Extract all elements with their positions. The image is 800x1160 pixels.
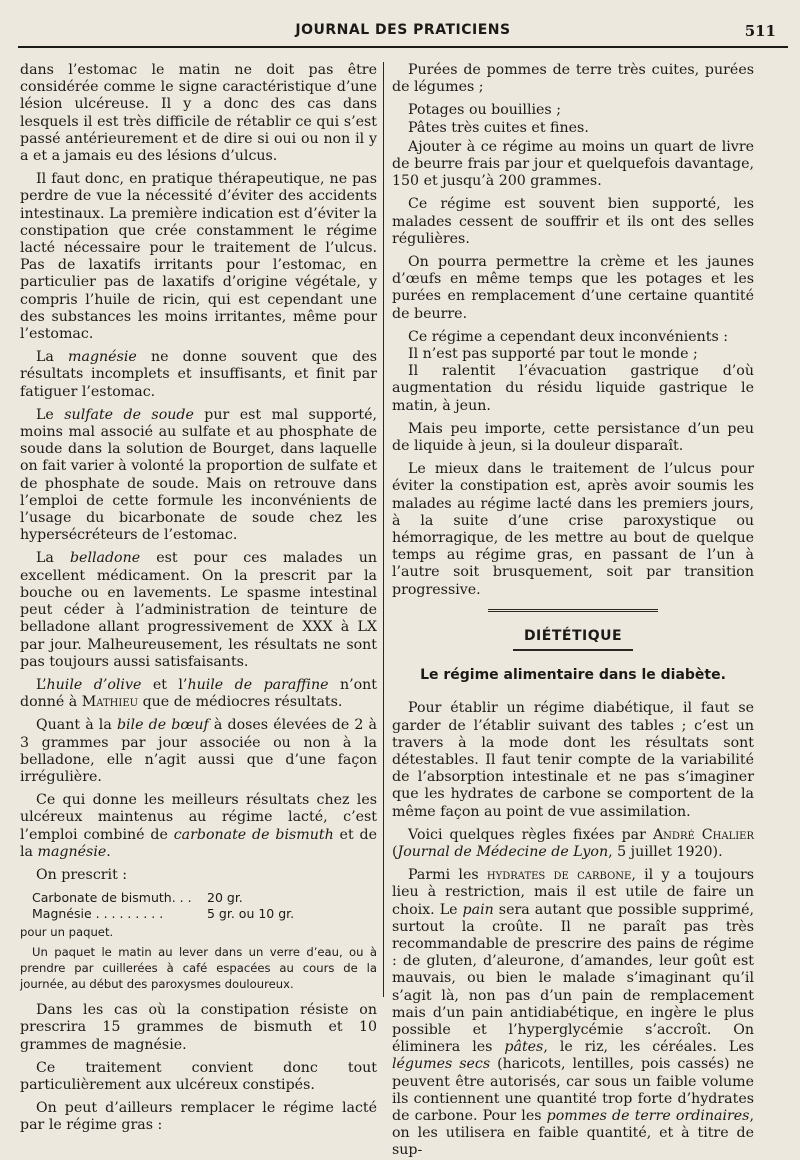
right-column <box>392 62 755 1159</box>
paragraph: La belladone est pour ces malades un excellent médicament. On la prescrit par la bouche ou en lavements. Le spasme intestinal peut céder à l’administration de teinture de belladone allant progressivement de XXX à LX par jour. Malheureusement, les résultats ne sont pas toujours aussi satisfaisants. <box>20 550 378 670</box>
paragraph: Pour établir un régime diabétique, il faut se garder de l’établir suivant des tables ; c’est un travers à la mode dont les résultats sont détestables. Il faut tenir compte de la variabilité de l’absorption intestinale et ne pas s’imaginer que les hydrates de carbone se comportent de la même façon au point de vue assimilation. <box>392 700 754 820</box>
ingredient-dose: 5 gr. ou 10 gr. <box>207 906 295 922</box>
dosage-instructions: Un paquet le matin au lever dans un verre d’eau, ou à prendre par cuillerées à café espacées au cours de la journée, au début des paroxysmes douloureux. <box>20 945 377 992</box>
paragraph: Ce traitement convient donc tout particulièrement aux ulcéreux constipés. <box>20 1059 377 1093</box>
paragraph: Ce régime est souvent bien supporté, les malades cessent de souffrir et ils ont des selles régulières. <box>392 196 754 247</box>
paragraph: Quant à la bile de bœuf à doses élevées de 2 à 3 grammes par jour associée ou non à la belladone, elle n’agit aussi que d’une façon irrégulière. <box>20 717 377 785</box>
paragraph: Le sulfate de soude pur est mal supporté, moins mal associé au sulfate et au phosphate de soude dans la solution de Bourget, dans laquelle on fait varier à volonté la proportion de sulfate et de phosphate de soude. Mais on retrouve dans l’emploi de cette formule les inconvénients de l’usage du bicarbonate de soude chez les hypersécréteurs de l’estomac. <box>20 406 377 544</box>
prescription-formula <box>20 890 377 922</box>
paragraph: Parmi les hydrates de carbone, il y a toujours lieu à restriction, mais il est utile de faire un choix. Le pain sera autant que possible supprimé, surtout la croûte. Il ne paraît pas très recommandable de prescrire des pains de régime : de gluten, d’aleurone, d’amandes, leur goût est mauvais, ou bien le malade s’imaginant qu’il s’agit là, non pas d’un pain de remplacement mais d’un pain antidiabétique, en ingère le plus possible et l’hyperglycémie s’accroît. On éliminera les pâtes, le riz, les céréales. Les légumes secs (haricots, lentilles, pois cassés) ne peuvent être autorisés, car sous un faible volume ils contiennent une quantité trop forte d’hydrates de carbone. Pour les pommes de terre ordinaires, on les utilisera en faible quantité, et à titre de sup- <box>392 867 755 1159</box>
ingredient-name: Carbonate de bismuth. . . <box>32 890 192 906</box>
running-title: JOURNAL DES PRATICIENS <box>295 22 511 38</box>
paragraph: Il faut donc, en pratique thérapeutique, ne pas perdre de vue la nécessité d’éviter des accidents intestinaux. La première indication est d’éviter la constipation que crée constamment le régime lacté nécessaire pour le traitement de l’ulcus. Pas de laxatifs irritants pour l’estomac, en particulier pas de laxatifs d’origine végétale, y compris l’huile de ricin, qui est cependant une des substances les moins irritantes, même pour l’estomac. <box>20 171 377 343</box>
page-header <box>18 14 788 44</box>
formula-row <box>20 906 377 922</box>
paragraph: Ce régime a cependant deux inconvénients : <box>408 328 729 345</box>
paragraph: Le mieux dans le traitement de l’ulcus pour éviter la constipation est, après avoir soumis les malades au régime lacté dans les premiers jours, à la suite d’une crise paroxystique ou hémorragique, de les mettre au bout de quelque temps au régime gras, en passant de l’un à l’autre soit brusquement, soit par transition progressive. <box>392 461 754 598</box>
paragraph: On peut d’ailleurs remplacer le régime lacté par le régime gras : <box>20 1100 377 1134</box>
article-title: Le régime alimentaire dans le diabète. <box>420 667 726 684</box>
paragraph: Purées de pommes de terre très cuites, purées de légumes ; <box>392 62 754 96</box>
paragraph: dans l’estomac le matin ne doit pas être considérée comme le signe caractéristique d’une lésion ulcéreuse. Il y a donc des cas dans lesquels il est très difficile de rétablir ce qui s’est passé antérieurement et de dire si oui ou non il y a et a jamais eu des lésions d’ulcus. <box>20 62 377 165</box>
prescription-note <box>20 924 377 992</box>
paragraph: Mais peu importe, cette persistance d’un peu de liquide à jeun, si la douleur disparaît. <box>392 420 754 455</box>
paragraph: Il n’est pas supporté par tout le monde ; <box>408 346 698 363</box>
paragraph: Dans les cas où la constipation résiste on prescrira 15 grammes de bismuth et 10 grammes de magnésie. <box>20 1002 377 1053</box>
paragraph: Pâtes très cuites et fines. <box>408 119 589 136</box>
section-heading: DIÉTÉTIQUE <box>513 628 633 651</box>
paragraph: On pourra permettre la crème et les jaunes d’œufs en même temps que les potages et les purées en remplacement d’une certaine quantité de beurre. <box>392 254 754 322</box>
formula-row <box>20 890 377 906</box>
paragraph: Il ralentit l’évacuation gastrique d’où augmentation du résidu liquide gastrique le matin, à jeun. <box>392 363 754 414</box>
prescription-intro: On prescrit : <box>36 866 128 883</box>
page-number: 511 <box>744 22 776 40</box>
left-column <box>20 62 378 1134</box>
paragraph: Voici quelques règles fixées par André Chalier (Journal de Médecine de Lyon, 5 juillet 1920). <box>392 826 755 860</box>
ingredient-dose: 20 gr. <box>207 890 243 906</box>
paragraph: La magnésie ne donne souvent que des résultats incomplets et insuffisants, et finit par fatiguer l’estomac. <box>20 349 377 400</box>
paragraph: Ajouter à ce régime au moins un quart de livre de beurre frais par jour et quelquefois davantage, 150 et jusqu’à 200 grammes. <box>392 138 754 190</box>
paragraph: Ce qui donne les meilleurs résultats chez les ulcéreux maintenus au régime lacté, c’est l’emploi combiné de carbonate de bismuth et de la magnésie. <box>20 792 377 860</box>
ingredient-name: Magnésie . . . . . . . . . <box>32 906 164 922</box>
column-divider <box>383 62 384 997</box>
paragraph: Potages ou bouillies ; <box>408 102 562 119</box>
paragraph: L’huile d’olive et l’huile de paraffine n’ont donné à Mathieu que de médiocres résultats. <box>20 676 377 711</box>
section-separator <box>488 609 658 614</box>
header-rule <box>18 46 788 48</box>
formula-unit: pour un paquet. <box>20 925 114 940</box>
